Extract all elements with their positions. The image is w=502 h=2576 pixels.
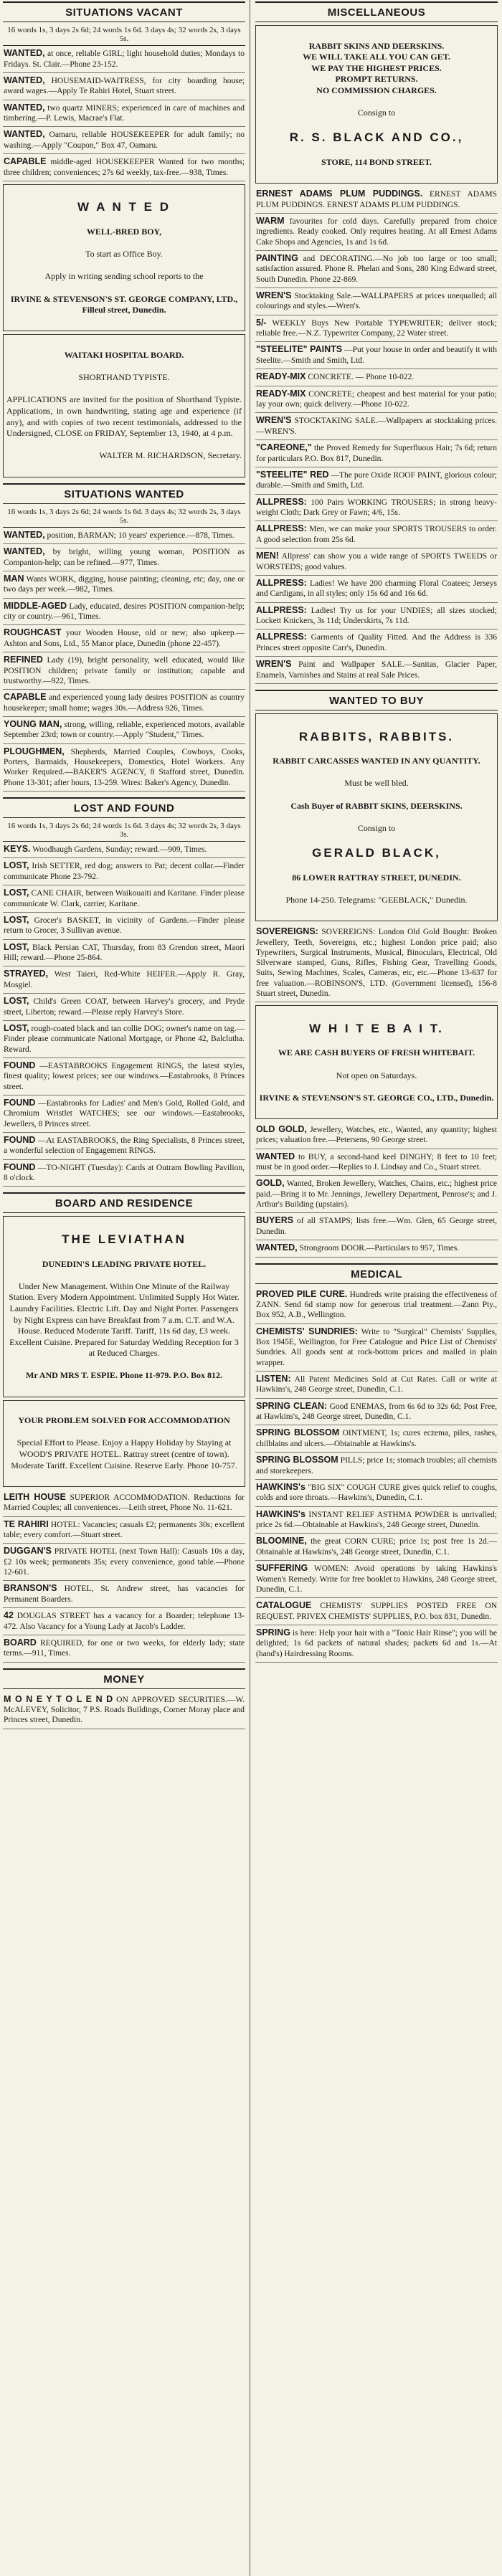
whitebait-display-ad (255, 1005, 498, 1119)
classified-ad (255, 288, 498, 315)
classified-ad (255, 1425, 498, 1453)
display-ad-line: Apply in writing sending school reports to the (44, 271, 204, 282)
classified-ad (255, 251, 498, 288)
situations-vacant-ads (3, 46, 245, 181)
classified-ad-lead: LOST, (4, 914, 29, 925)
classified-ad-body: Write to "Surgical" Chemists' Supplies, Box 1945E, Wellington, for Free Catalogue and Price List of Chemists' Sundries. All goods sent at rock-bottom prices and mailed in plain wrapper. (256, 1327, 497, 1367)
classified-ad-body: Strongroom DOOR.—Particulars to 957, Times. (299, 1244, 460, 1253)
classified-ad-body: HOTEL: Vacancies; casuals £2; permanents 30s; excellent table; every comfort.—Stuart street. (4, 1520, 245, 1540)
classified-ad (255, 186, 498, 214)
classified-ad (255, 214, 498, 251)
hospital-board-title: WAITAKI HOSPITAL BOARD. (64, 349, 184, 360)
classified-ad-lead: PROVED PILE CURE. (256, 1288, 348, 1299)
classified-ad (255, 1240, 498, 1258)
classified-ad (3, 571, 245, 599)
classified-ad-lead: "STEELITE" PAINTS (256, 344, 343, 355)
classified-ad-lead: HAWKINS's (256, 1508, 306, 1519)
classified-ad (3, 858, 245, 885)
classified-ad-body: REQUIRED, for one or two weeks, for elderly lady; state terms.—911, Times. (4, 1638, 245, 1658)
rabbits-address: 86 LOWER RATTRAY STREET, DUNEDIN. (292, 872, 461, 883)
classified-ad-body: CONCRETE. — Phone 10-022. (308, 373, 415, 382)
classified-ad-lead: GOLD, (256, 1178, 285, 1189)
classified-ad-lead: READY-MIX (256, 388, 306, 399)
classified-ad (255, 495, 498, 522)
classified-ad-body: All Patent Medicines Sold at Cut Rates. Call or write at Hawkins's, 248 George street, Dunedin, C.1. (256, 1374, 497, 1394)
classified-ad-lead: LOST, (4, 1022, 29, 1033)
classified-ad (255, 1598, 498, 1625)
classified-ad (255, 657, 498, 684)
classified-ad-body: favourites for cold days. Carefully prepared from choice ingredients. Ready cooked. Only requires heating. At all Ernest Adams Cake Shops and Agencies, 1s and 1s 6d. (256, 217, 497, 247)
classified-ad-lead: ALLPRESS: (256, 523, 307, 534)
classified-ad-body: OINTMENT, 1s; cures eczema, piles, rashes, chilblains and ulcers.—Obtainable at Hawkins's. (256, 1429, 498, 1448)
classified-ad-lead: SOVEREIGNS: (256, 926, 318, 937)
classified-ad-body: PILLS; price 1s; stomach troubles; all chemists and storekeepers. (256, 1456, 498, 1475)
classified-ad-body: Child's Green COAT, between Harvey's grocery, and Pryde street, Liberton; reward.—Please reply Harvey's Store. (4, 997, 245, 1017)
woods-title: YOUR PROBLEM SOLVED FOR ACCOMMODATION (18, 1415, 230, 1426)
leviathan-title: THE LEVIATHAN (62, 1232, 186, 1246)
classified-ad (3, 599, 245, 626)
rabbit-skins-address: STORE, 114 BOND STREET. (321, 157, 432, 168)
classified-ad-body: Garments of Quality Fitted. And the Address is 336 Princes street opposite Carr's, Dunedin. (256, 633, 497, 652)
classified-ad-body: Lady, educated, desires POSITION companion-help; city or country.—961, Times. (4, 602, 245, 621)
classified-ad-lead: READY-MIX (256, 371, 306, 382)
classified-ad-body: Grocer's BASKET, in vicinity of Gardens.—Finder please return to Grocer, 3 Sullivan avenue. (4, 916, 245, 936)
classified-ad-body: HOTEL, St. Andrew street, has vacancies for Permanent Boarders. (4, 1584, 245, 1604)
classified-ad (3, 885, 245, 913)
classified-ad-body: —Eastabrooks for Ladies' and Men's Gold, Rolled Gold, and Chromium Wristlet WATCHES; see our windows.—Eastabrooks, Jewellers, 8 Princes street. (4, 1098, 245, 1128)
classified-ad-lead: ERNEST ADAMS PLUM PUDDINGS. (256, 189, 423, 199)
classified-ad-body: Woodhaugh Gardens, Sunday; reward.—909, Times. (32, 845, 207, 854)
classified-ad (255, 1399, 498, 1426)
rabbit-skins-lines: RABBIT SKINS AND DEERSKINS. WE WILL TAKE ALL YOU CAN GET. WE PAY THE HIGHEST PRICES. PROMPT RETURNS. NO COMMISSION CHARGES. (303, 40, 450, 95)
classified-ad-lead: WANTED, (4, 75, 45, 85)
classified-ad-lead: SPRING CLEAN: (256, 1400, 328, 1411)
classified-ad-body: DOUGLAS STREET has a vacancy for a Boarder; telephone 13-472. Also Vacancy for a Young Lady at Jacob's Ladder. (4, 1612, 245, 1631)
classified-ad (3, 744, 245, 792)
woods-hotel-display-ad (3, 1400, 245, 1487)
classified-ad-body: and experienced young lady desires POSITION as country housekeeper; small home; wages 30s.—Address 926, Times. (4, 693, 245, 713)
classified-ad (255, 1480, 498, 1507)
classified-ad-body: Irish SETTER, red dog; answers to Pat; decent collar.—Finder communicate Phone 23-792. (4, 862, 245, 881)
situations-wanted-ads (3, 528, 245, 792)
classified-ad-body: Jewellery, Watches, etc., Wanted, any quantity; highest prices; valuation free.—Petersens, 90 George street. (256, 1125, 497, 1145)
classified-ad (255, 1176, 498, 1213)
display-ad-line: WELL-BRED BOY, (86, 227, 162, 237)
classified-ad-body: CANE CHAIR, between Waikouaiti and Karitane. Finder please communicate W. Clark, carrier, Karitane. (4, 889, 245, 908)
classified-ad (3, 1517, 245, 1544)
classified-ad-body: the great CORN CURE; price 1s; post free 1s 2d.—Obtainable at Hawkins's, 248 George street, Dunedin, C.1. (256, 1537, 498, 1556)
classified-ad-lead: SPRING (256, 1627, 290, 1638)
classified-ad-lead: WANTED, (4, 102, 45, 113)
classified-ad (255, 1534, 498, 1561)
classified-ad (255, 1372, 498, 1399)
classified-ad (255, 315, 498, 343)
classified-ad (3, 1021, 245, 1058)
rabbits-firm: GERALD BLACK, (312, 846, 441, 860)
classified-ad-lead: WREN'S (256, 659, 292, 670)
classified-ad-lead: "CAREONE," (256, 442, 312, 453)
rate-line: 16 words 1s, 3 days 2s 6d; 24 words 1s 6d. 3 days 4s; 32 words 2s, 3 days 3s. (3, 821, 245, 842)
classified-ad-lead: KEYS. (4, 843, 31, 854)
classified-ad-lead: TE RAHIRI (4, 1518, 49, 1529)
classified-ad-lead: STRAYED, (4, 969, 49, 979)
leviathan-body: Under New Management. Within One Minute of the Railway Station. Every Modern Appointment. Unlimited Supply Hot Water. Laundry Facilities. Electric Lift. Day and Night Porter. Passengers by Night Express can have Breakfast from 7 a.m. C.T. and W.A. House. Reduced Moderate Tariff. Tariff, 11s 6d day, £3 week. Excellent Cuisine. Prepared for Saturday Wedding Reception for 3 at Reduced Charges. (9, 1280, 240, 1359)
classified-ad (255, 1324, 498, 1372)
classified-ad-lead: LOST, (4, 888, 29, 898)
whitebait-line: WE ARE CASH BUYERS OF FRESH WHITEBAIT. (278, 1047, 475, 1058)
rabbits-line: Cash Buyer of RABBIT SKINS, DEERSKINS. (290, 800, 463, 811)
classified-ad-body: Wants WORK, digging, house painting; cleaning, etc; day, one or two days per week.—982, Times. (4, 574, 245, 594)
classified-ad-lead: LEITH HOUSE (4, 1491, 66, 1502)
classified-ad-body: PRIVATE HOTEL (next Town Hall): Casuals 10s a day, £2 10s week; permanents 35s; every convenience, good table.—Phone 12-601. (4, 1547, 245, 1577)
classified-ad (255, 467, 498, 495)
section-heading-board-and-residence: BOARD AND RESIDENCE (3, 1192, 245, 1213)
classified-ad (255, 576, 498, 603)
classified-ad-body: ERNEST ADAMS PLUM PUDDINGS. ERNEST ADAMS PLUM PUDDINGS. (256, 190, 497, 209)
classified-ad (3, 913, 245, 940)
classified-ad-lead: WANTED, (4, 529, 45, 540)
classified-ad (255, 1453, 498, 1480)
classified-ad (3, 1058, 245, 1095)
classified-ad-body: Lady (19), bright personality, well educated, would like POSITION children; private family or institution; capable and trustworthy.—922, Times. (4, 656, 245, 685)
classified-ad-lead: LOST, (4, 996, 29, 1006)
classified-ad (3, 544, 245, 571)
classified-ad-lead: DUGGAN'S (4, 1546, 52, 1556)
classified-ad (3, 73, 245, 100)
classified-ad-body: SUPERIOR ACCOMMODATION. Reductions for Married Couples; all conveniences.—Leith street, Phone No. 11-621. (4, 1493, 245, 1513)
classified-ad (3, 1095, 245, 1133)
classified-ad-lead: BRANSON'S (4, 1583, 57, 1594)
classified-ad-body: ON APPROVED SECURITIES.—W. McALEVEY, Solicitor, 7 P.S. Roads Buildings, Corner Moray place and Princes street, Dunedin. (4, 1695, 245, 1725)
rabbits-line: Must be well bled. (344, 778, 409, 789)
classified-ad-body: WEEKLY Buys New Portable TYPEWRITER; deliver stock; reliable free.—N.Z. Typewriter Company, 22 Water street. (256, 318, 497, 338)
classified-ad-body: Allpress' can show you a wide range of SPORTS TWEEDS or WORSTEDS; good values. (256, 552, 497, 571)
classified-ad (255, 1507, 498, 1534)
rate-line: 16 words 1s, 3 days 2s 6d; 24 words 1s 6d. 3 days 4s; 32 words 2s, 3 days 5s. (3, 25, 245, 46)
classified-ad (3, 1608, 245, 1635)
classified-ad-body: to BUY, a second-hand keel DINGHY; 8 feet to 10 feet; must be in good order.—Replies to J. Lindsay and Co., Stuart street. (256, 1152, 498, 1172)
classified-ad-lead: SPRING BLOSSOM (256, 1427, 340, 1438)
classified-ad-body: is here: Help your hair with a "Tonic Hair Rinse"; you will be delighted; 1s 6d packets of natural shades; packets 6d and 1s.—At (hand's) Hairdressing Rooms. (256, 1628, 498, 1658)
classified-ad-body: strong, willing, reliable, experienced motors, available September 23rd; town or country.—Apply "Student," Times. (4, 720, 245, 740)
rabbits-title: RABBITS, RABBITS. (298, 729, 455, 743)
classified-ad (3, 1635, 245, 1663)
classified-ad-body: SOVEREIGNS: London Old Gold Bought: Broken Jewellery, Teeth, Sovereigns, etc.; highest London price paid; also Typewriters, Surgical Instruments, Musical, Binoculars, Electrical, Old Silverware stamped, Guns, Rifles, Fishing Gear, Travelling Goods, Suits, Sewing Machines, Scales, Cameras, etc, etc.—Phone 13-637 for free valuation.—ROBINSON'S, LTD. (Government licensed), 156-8 Stuart street, Dunedin. (256, 928, 497, 998)
classified-ad-lead: CHEMISTS' SUNDRIES: (256, 1326, 358, 1336)
classified-ad-body: CHEMISTS' SUPPLIES POSTED FREE ON REQUEST. PRIVEX CHEMISTS' SUPPLIES, P.O. box 831, Dunedin. (256, 1602, 498, 1621)
classified-ad (3, 842, 245, 859)
classified-ad-body: HOUSEMAID-WAITRESS, for city boarding house; award wages.—Apply Te Rahiri Hotel, Stuart street. (4, 76, 245, 96)
classified-ad-body: Black Persian CAT, Thursday, from 83 Grendon street, Maori Hill; reward.—Phone 25-864. (4, 943, 245, 962)
classified-ad (255, 342, 498, 369)
section-heading-lost-and-found: LOST AND FOUND (3, 797, 245, 818)
classified-ad-lead: REFINED (4, 655, 43, 665)
classified-ad (255, 924, 498, 1002)
classified-ad-lead: LOST, (4, 941, 29, 952)
classified-ad-lead: SPRING BLOSSOM (256, 1455, 338, 1465)
classified-ad-lead: LOST, (4, 860, 29, 871)
classified-ad-body: Stocktaking Sale.—WALLPAPERS at prices unequalled; all colourings and styles.—Wren's. (256, 291, 497, 311)
classified-ad (3, 1544, 245, 1581)
classified-ad (3, 1692, 245, 1729)
classified-ad-lead: CATALOGUE (256, 1600, 312, 1611)
classified-ad-lead: WREN'S (256, 290, 292, 300)
classified-ad-body: position, BARMAN; 10 years' experience.—878, Times. (47, 531, 235, 540)
section-heading-wanted-to-buy: WANTED TO BUY (255, 690, 498, 710)
classified-ad (255, 1625, 498, 1663)
classified-ad-body: —TO-NIGHT (Tuesday): Cards at Outram Bowling Pavilion, 8 o'clock. (4, 1163, 245, 1182)
section-heading-miscellaneous: MISCELLANEOUS (255, 1, 498, 22)
classified-ad-body: Ladies! We have 200 charming Floral Coatees; Jerseys and Cardigans, in all styles; only 15s 6d and 16s 6d. (256, 579, 498, 599)
classified-ad-lead: MEN! (256, 551, 279, 561)
classified-ad-lead: CAPABLE (4, 156, 47, 166)
whitebait-title: W H I T E B A I T. (309, 1021, 444, 1035)
classified-ad (255, 413, 498, 440)
classified-ad-body: West Taieri, Red-White HEIFER.—Apply R. Gray, Mosgiel. (4, 970, 245, 989)
money-ads (3, 1692, 245, 1729)
rabbits-line: RABBIT CARCASSES WANTED IN ANY QUANTITY. (273, 756, 480, 766)
classified-ad-body: Good ENEMAS, from 6s 6d to 32s 6d; Post Free, at Hawkins's, 248 George street, Dunedin, C.1. (256, 1402, 498, 1422)
classified-ad (255, 548, 498, 576)
miscellaneous-ads (255, 186, 498, 684)
classified-ad-body: Oamaru, reliable HOUSEKEEPER for adult family; no washing.—Apply "Coupon," Box 47, Oamaru. (4, 130, 245, 150)
classified-ad (3, 1160, 245, 1187)
classified-ad (3, 100, 245, 128)
hospital-board-body: APPLICATIONS are invited for the position of Shorthand Typiste. Applications, in own handwriting, stating age and experience (if any), and with copies of two recent testimonials, addressed to the Undersigned, CLOSE on FRIDAY, September 13, 1940, at 4 p.m. (6, 394, 242, 439)
classified-ad-body: INSTANT RELIEF ASTHMA POWDER is unrivalled; price 2s 6d.—Obtainable at Hawkins's, 248 George street, Dunedin. (256, 1510, 497, 1530)
classified-ad (3, 1581, 245, 1608)
classified-ad-body: at once, reliable GIRL; light household duties; Mondays to Fridays. St. Clair.—Phone 23-152. (4, 49, 245, 69)
classified-ad-body: of all STAMPS; lists free.—Wm. Glen, 65 George street, Dunedin. (256, 1217, 498, 1236)
classified-ad-lead: FOUND (4, 1161, 36, 1172)
classified-ad-body: two quartz MINERS; experienced in care of machines and timbering.—P. Lewis, Macrae's Flat. (4, 103, 245, 123)
classified-ad (255, 1122, 498, 1149)
classified-ad (3, 940, 245, 967)
classified-ad-lead: WANTED (256, 1151, 295, 1161)
classified-ad (255, 1149, 498, 1177)
classified-ad-body: Men, we can make your SPORTS TROUSERS to order. A good selection from 25s 6d. (256, 525, 497, 544)
classified-ad (255, 440, 498, 467)
classified-ad-body: rough-coated black and tan collie DOG; owner's name on tag.—Finder please communicate National Mortgage, or Phone 42, Balclutha. Reward. (4, 1024, 245, 1054)
classified-ad-body: —At EASTABROOKS, the Ring Specialists, 8 Princes street, a wonderful selection of Engagement RINGS. (4, 1136, 245, 1156)
classified-ad-body: Hundreds write praising the effectiveness of ZANN. Send 6d stamp now for generous trial treatment.—Zann Pty., Box 952, A.B., Wellington. (256, 1290, 497, 1320)
classified-ad-lead: PAINTING (256, 252, 298, 263)
classified-ad-lead: 42 (4, 1610, 14, 1621)
classified-ad (3, 717, 245, 744)
medical-ads (255, 1287, 498, 1663)
rabbit-skins-display-ad (255, 25, 498, 184)
classified-ad-lead: WANTED, (4, 48, 45, 58)
classified-ad (3, 966, 245, 994)
classified-ad-body: WOMEN: Avoid operations by taking Hawkins's Women's Remedy. Write for free booklet to Hawkins, 248 George street, Dunedin, C.1. (256, 1564, 497, 1594)
classified-ad-lead: BUYERS (256, 1215, 294, 1226)
left-column (3, 0, 245, 2576)
board-ads (3, 1490, 245, 1663)
classified-ad-lead: BLOOMINE, (256, 1536, 307, 1546)
classified-ad (3, 1133, 245, 1160)
classified-ad-body: "BIG SIX" COUGH CURE gives quick relief to coughs, colds and sore throats.—Hawkins's, Dunedin, C.1. (256, 1483, 497, 1503)
classified-ad-lead: ALLPRESS: (256, 496, 307, 507)
classified-ad (255, 369, 498, 386)
classified-ad-lead: SUFFERING (256, 1563, 308, 1574)
classified-ad (3, 652, 245, 690)
display-ad-title: W A N T E D (77, 200, 171, 214)
classified-ad (255, 629, 498, 657)
consign-label: Consign to (357, 108, 396, 118)
leviathan-signature: Mr AND MRS T. ESPIE. Phone 11-979. P.O. Box 812. (26, 1370, 222, 1381)
classified-ad-lead: WANTED, (4, 546, 45, 556)
classified-ad-body: Ladies! Try us for your UNDIES; all sizes stocked; Lockett Knickers, 3s 11d; Underskirts, 7s 11d. (256, 606, 497, 626)
classified-ad (3, 690, 245, 717)
classified-ad-lead: "STEELITE" RED (256, 469, 329, 480)
classified-ad-body: —The pure Oxide ROOF PAINT, glorious colour; durable.—Smith and Smith, Ltd. (256, 470, 497, 490)
classified-ad-lead: ALLPRESS: (256, 632, 307, 642)
classified-ad (255, 386, 498, 414)
classified-ad-lead: LISTEN: (256, 1373, 291, 1384)
classified-ad-lead: ROUGHCAST (4, 627, 62, 638)
found-ads (3, 1058, 245, 1187)
classified-ad-body: —Put your house in order and beautify it with Steelite.—Smith and Smith, Ltd. (256, 346, 498, 365)
section-heading-money: MONEY (3, 1668, 245, 1689)
classified-ad-lead: WANTED, (256, 1242, 298, 1253)
classified-ad-lead: WARM (256, 215, 285, 226)
classified-ad (255, 603, 498, 630)
classified-ad-body: 100 Pairs WORKING TROUSERS; in strong heavy-weight Cloth; Dark Grey or Fawn; 4/6, 15s. (256, 498, 497, 518)
classified-ad (255, 1561, 498, 1598)
classified-ad-lead: FOUND (4, 1060, 36, 1070)
hospital-board-subtitle: SHORTHAND TYPISTE. (78, 372, 170, 383)
classified-ad-lead: CAPABLE (4, 692, 47, 702)
classified-ad (3, 46, 245, 73)
office-boy-display-ad (3, 184, 245, 332)
lost-ads (3, 842, 245, 1058)
classified-ad-body: —EASTABROOKS Engagement RINGS, the latest styles, finest quality; lowest prices; see our windows.—Eastabrooks, 8 Princes street. (4, 1061, 245, 1091)
whitebait-line: IRVINE & STEVENSON'S ST. GEORGE CO., LTD., Dunedin. (259, 1092, 494, 1103)
woods-body: Special Effort to Please. Enjoy a Happy Holiday by Staying at WOOD'S PRIVATE HOTEL. Rattray street (centre of town). Moderate Tariff. Excellent Cuisine. Reserve Early. Phone 10-757. (11, 1437, 237, 1470)
classified-ad-lead: BOARD (4, 1637, 37, 1648)
classified-ad (255, 521, 498, 548)
classified-ad-body: your Wooden House, old or new; also upkeep.—Ashton and Sons, Ltd., 55 Manor place, Dunedin (phone 22-457). (4, 629, 245, 648)
rabbit-carcasses-display-ad (255, 713, 498, 921)
hospital-board-signature: WALTER M. RICHARDSON, Secretary. (99, 450, 242, 461)
sovereigns-ads (255, 924, 498, 1002)
right-column (255, 0, 498, 2576)
section-heading-situations-vacant: SITUATIONS VACANT (3, 1, 245, 22)
classified-ad-body: by bright, willing young woman, POSITION as Companion-help; can be refined.—977, Times. (4, 548, 245, 567)
classified-ad-lead: YOUNG MAN, (4, 718, 62, 729)
classified-ad-body: Wanted, Broken Jewellery, Watches, Chains, etc.; highest price paid.—Bring it to Mr. Jennings, Jewellery Department, Penrose's; and J. Arthur's Building (upstairs). (256, 1179, 497, 1209)
classified-ad-lead: ALLPRESS: (256, 604, 307, 615)
classified-ad (3, 994, 245, 1021)
classified-ad-body: and DECORATING.—No job too large or too small; satisfaction assured. Phone R. Phelan and Sons, 280 King Edward street, South Dunedin. Phone 22-869. (256, 254, 498, 284)
classified-ad-body: the Proved Remedy for Superfluous Hair; 7s 6d; return for particulars P.O. Box 817, Dunedin. (256, 444, 498, 463)
rate-line: 16 words 1s, 3 days 2s 6d; 24 words 1s 6d. 3 days 4s; 32 words 2s, 3 days 5s. (3, 507, 245, 528)
classified-ad (3, 625, 245, 652)
classified-ad-lead: ALLPRESS: (256, 577, 307, 588)
consign-label: Consign to (357, 822, 396, 833)
classified-ad-lead: 5/- (256, 317, 267, 328)
classified-ad-lead: MAN (4, 573, 24, 584)
display-ad-line: To start as Office Boy. (85, 249, 163, 260)
classified-ad-body: STOCKTAKING SALE.—Wallpapers at stocktaking prices.—WREN'S. (256, 417, 498, 436)
classified-ad (3, 1490, 245, 1517)
hospital-board-display-ad (3, 334, 245, 477)
classified-ad-lead: PLOUGHMEN, (4, 746, 65, 756)
section-heading-situations-wanted: SITUATIONS WANTED (3, 483, 245, 504)
classified-ad (3, 154, 245, 181)
classified-ad-body: Paint and Wallpaper SALE.—Sanitas, Glacier Paper, Enamels, Varnishes and Stains at real Sale Prices. (256, 660, 497, 680)
classified-ad-lead: OLD GOLD, (256, 1123, 307, 1134)
classified-ad-body: middle-aged HOUSEKEEPER Wanted for two months; three children; conveniences; 27s 6d weekly, tax-free.—938, Times. (4, 158, 245, 177)
classified-ad (3, 127, 245, 154)
whitebait-line: Not open on Saturdays. (336, 1070, 417, 1080)
classified-ad (255, 1213, 498, 1240)
classified-ad-lead: MIDDLE-AGED (4, 600, 67, 611)
wanted-to-buy-ads (255, 1122, 498, 1258)
display-ad-line: IRVINE & STEVENSON'S ST. GEORGE COMPANY, LTD., Filleul street, Dunedin. (10, 293, 238, 315)
classified-ad-lead: WREN'S (256, 415, 292, 426)
classified-ad-lead: M O N E Y T O L E N D (4, 1693, 113, 1704)
classified-ad-lead: FOUND (4, 1097, 36, 1108)
classified-ad (3, 528, 245, 545)
leviathan-tagline: DUNEDIN'S LEADING PRIVATE HOTEL. (42, 1258, 207, 1269)
leviathan-hotel-display-ad (3, 1216, 245, 1397)
rabbit-skins-firm: R. S. BLACK AND CO., (289, 130, 464, 145)
classified-ad (255, 1287, 498, 1324)
section-heading-medical: MEDICAL (255, 1263, 498, 1284)
classified-ad-body: CONCRETE; cheapest and best material for your patio; lay your own; quick delivery.—Phone 10-022. (256, 389, 497, 409)
classified-ad-lead: HAWKINS's (256, 1481, 306, 1492)
classified-ad-body: Shepherds, Married Couples, Cowboys, Cooks, Porters, Barmaids, Housekeepers, Domestics, Hotel Workers. Any Worker Required.—BAKER'S AGENCY, 8 Stafford street, Dunedin. Phone 13-301; after hours, 13-259. Wires: Baker's Agency, Dunedin. (4, 747, 245, 787)
classified-ad-lead: WANTED, (4, 129, 45, 140)
rabbits-phone: Phone 14-250. Telegrams: "GEEBLACK," Dunedin. (285, 894, 468, 905)
classified-ad-lead: FOUND (4, 1134, 36, 1145)
